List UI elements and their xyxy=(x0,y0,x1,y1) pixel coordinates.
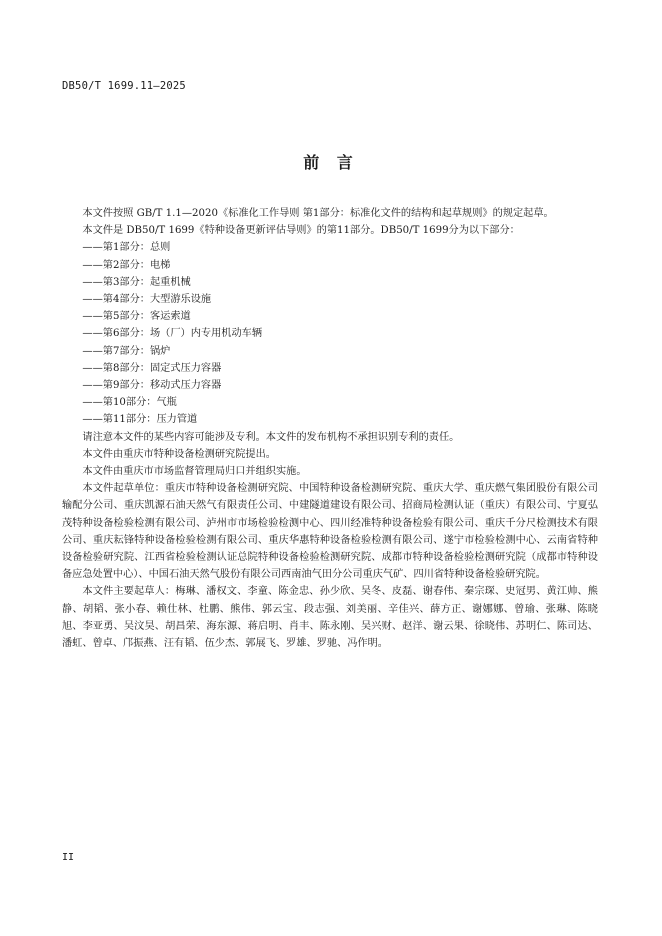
proposed-by: 本文件由重庆市特种设备检测研究院提出。 xyxy=(82,448,276,460)
list-item: ——第10部分：气瓶 xyxy=(82,397,177,409)
parts-list xyxy=(62,239,598,428)
drafting-rules-paragraph: 本文件按照 GB/T 1.1—2020《标准化工作导则 第1部分：标准化文件的结构和起草规则》的规定起草。 xyxy=(82,208,554,219)
list-item: ——第4部分：大型游乐设施 xyxy=(82,294,212,306)
list-item: ——第1部分：总则 xyxy=(82,242,171,254)
list-item: ——第3部分：起重机械 xyxy=(82,276,191,288)
list-item: ——第5部分：客运索道 xyxy=(82,311,191,323)
list-item: ——第6部分：场（厂）内专用机动车辆 xyxy=(82,328,263,340)
foreword-body xyxy=(62,205,598,652)
list-item: ——第7部分：锅炉 xyxy=(82,345,171,357)
list-item: ——第2部分：电梯 xyxy=(82,259,171,271)
drafters: 本文件主要起草人：梅琳、潘权文、李童、陈金忠、孙少欣、吴冬、皮磊、谢春伟、秦宗琛、史冠男、黄江帅、熊静、胡韬、张小春、赖仕林、杜鹏、熊伟、郭云宝、段志强、刘美丽、辛佳兴、薛方正、谢娜娜、曾瑜、张琳、陈晓旭、李亚勇、吴汶昊、胡昌荣、海东源、蒋启明、肖丰、陈永刚、吴兴财、赵洋、谢云果、徐晓伟、苏明仁、陈司达、潘虹、曾卓、邝振燕、汪有韬、伍少杰、郭展飞、罗雄、罗驰、冯作明。 xyxy=(62,586,598,650)
drafting-units: 本文件起草单位：重庆市特种设备检测研究院、中国特种设备检测研究院、重庆大学、重庆燃气集团股份有限公司输配分公司、重庆凯源石油天然气有限责任公司、中建隧道建设有限公司、招商局检测认证（重庆）有限公司、宁夏弘茂特种设备检验检测有限公司、泸州市市场检验检测中心、四川经准特种设备检验有限公司、重庆千分尺检测技术有限公司、重庆耘锋特种设备检验检测有限公司、重庆华惠特种设备检验检测有限公司、遂宁市检验检测中心、云南省特种设备检验研究院、江西省检验检测认证总院特种设备检验检测研究院、成都市特种设备检验检测研究院（成都市特种设备应急处置中心）、中国石油天然气股份有限公司西南油气田分公司重庆气矿、四川省特种设备检验研究院。 xyxy=(62,483,598,581)
standard-code: DB50/T 1699.11—2025 xyxy=(62,80,186,92)
page-number: II xyxy=(62,852,75,863)
managed-by: 本文件由重庆市市场监督管理局归口并组织实施。 xyxy=(82,466,307,478)
list-item: ——第9部分：移动式压力容器 xyxy=(82,380,222,392)
list-item: ——第8部分：固定式压力容器 xyxy=(82,362,222,374)
list-item: ——第11部分：压力管道 xyxy=(82,414,198,426)
page-title: 前 言 xyxy=(303,153,359,172)
part-intro-paragraph: 本文件是 DB50/T 1699《特种设备更新评估导则》的第11部分。DB50/T 1699分为以下部分： xyxy=(82,225,520,237)
patent-notice: 请注意本文件的某些内容可能涉及专利。本文件的发布机构不承担识别专利的责任。 xyxy=(82,431,460,443)
